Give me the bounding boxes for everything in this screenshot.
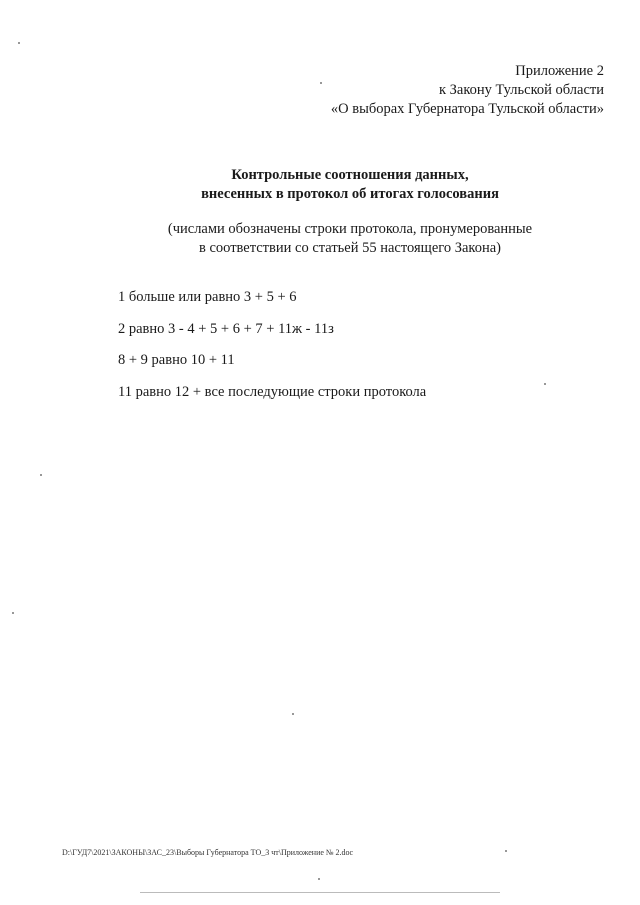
control-ratio-3: 8 + 9 равно 10 + 11 <box>118 352 235 368</box>
subtitle-line-1: (числами обозначены строки протокола, пронумерованные <box>167 221 533 237</box>
scan-edge-line <box>140 892 500 893</box>
title-line-2: внесенных в протокол об итогах голосования <box>201 186 499 202</box>
file-path-footer: D:\ГУД7\2021\ЗАКОНЫ\ЗАС_23\Выборы Губернатора ТО_3 чт\Приложение № 2.doc <box>62 848 354 857</box>
appendix-header <box>331 62 604 119</box>
scan-speck <box>505 850 507 852</box>
appendix-number: Приложение 2 <box>515 63 604 79</box>
scan-speck <box>320 82 322 84</box>
control-ratios-list <box>118 288 426 414</box>
appendix-law-title: «О выборах Губернатора Тульской области» <box>330 101 604 117</box>
scan-speck <box>292 713 294 715</box>
scan-speck <box>40 474 42 476</box>
scan-speck <box>544 383 546 385</box>
appendix-law-reference: к Закону Тульской области <box>438 82 604 98</box>
document-title <box>0 166 640 204</box>
title-line-1: Контрольные соотношения данных, <box>231 167 469 183</box>
control-ratio-2: 2 равно 3 - 4 + 5 + 6 + 7 + 11ж - 11з <box>118 320 334 337</box>
scan-speck <box>12 612 14 614</box>
scan-speck <box>18 42 20 44</box>
control-ratio-1: 1 больше или равно 3 + 5 + 6 <box>118 289 297 305</box>
control-ratio-4: 11 равно 12 + все последующие строки протокола <box>118 383 427 400</box>
subtitle-line-2: в соответствии со статьей 55 настоящего Закона) <box>198 240 501 256</box>
scan-speck <box>318 878 320 880</box>
document-subtitle <box>0 220 640 258</box>
